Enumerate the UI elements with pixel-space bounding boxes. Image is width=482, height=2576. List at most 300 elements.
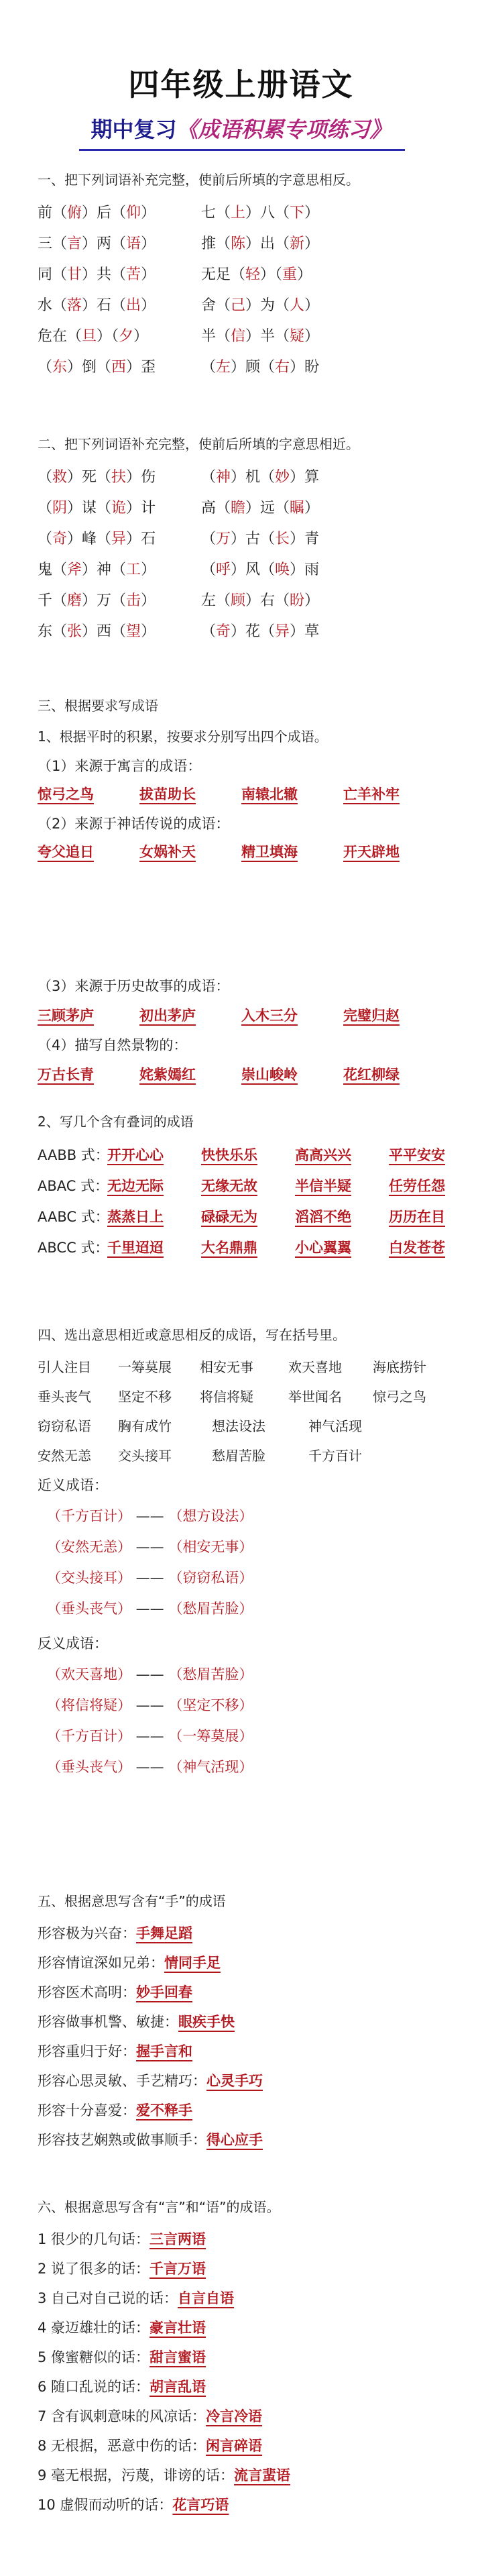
- idiom-answer: 南辕北辙: [241, 786, 298, 802]
- answer-char: 斧: [67, 561, 82, 578]
- section4-heading: 四、选出意思相近或意思相反的成语，写在括号里。: [38, 1327, 346, 1343]
- prompt-text: ）: [141, 592, 156, 609]
- pair-right: （想方设法）: [168, 1508, 253, 1524]
- prompt-text: ）两（: [82, 235, 127, 252]
- prompt-text: 东（: [38, 623, 68, 640]
- prompt-text: （: [201, 469, 217, 486]
- idiom-pair: [47, 1505, 253, 1525]
- pair-right: （愁眉苦脸）: [168, 1601, 253, 1617]
- item-answer: 自言自语: [178, 2290, 235, 2306]
- prompt-text: 千（: [38, 592, 68, 609]
- fill-row-left: [38, 294, 156, 315]
- answer-char: 俯: [67, 205, 82, 221]
- item-question: 1 很少的几句话：: [38, 2231, 150, 2247]
- idiom-answer: 任劳任怨: [389, 1178, 445, 1194]
- prompt-text: ）古（: [231, 531, 276, 547]
- answer-char: 张: [67, 623, 82, 640]
- item-question: 3 自己对自己说的话：: [38, 2290, 178, 2306]
- answer-char: 新: [290, 235, 305, 252]
- page-subtitle: [0, 113, 482, 144]
- fill-row-right: [201, 527, 319, 548]
- pair-right: （愁眉苦脸）: [168, 1666, 253, 1682]
- prompt-text: ）: [141, 235, 156, 252]
- pair-right: （一筹莫展）: [168, 1728, 253, 1744]
- item-question: 7 含有讽刺意味的风凉话：: [38, 2408, 206, 2424]
- word-choice: 神气活现: [308, 1418, 362, 1434]
- prompt-text: ）谋（: [67, 500, 112, 517]
- answer-char: 信: [231, 328, 246, 345]
- prompt-text: ）雨: [290, 561, 320, 578]
- prompt-text: ）右（: [245, 592, 290, 609]
- subtitle-underline: [79, 149, 405, 151]
- idiom-answer: 无边无际: [107, 1178, 164, 1194]
- prompt-text: ）风（: [231, 561, 276, 578]
- prompt-text: ）石（: [82, 297, 127, 314]
- idiom-answer: 高高兴兴: [295, 1147, 351, 1163]
- hand-idiom-item: [38, 2041, 192, 2061]
- prompt-text: 无足（: [201, 266, 246, 283]
- item-question: 5 像蜜糖似的话：: [38, 2349, 150, 2365]
- word-choice: 窃窃私语: [38, 1418, 91, 1434]
- answer-char: 己: [231, 297, 246, 314]
- item-question: 形容技艺娴熟或做事顺手：: [38, 2132, 206, 2148]
- idiom-answer: 快快乐乐: [201, 1147, 257, 1163]
- word-choice: 想法设法: [212, 1418, 265, 1434]
- pair-section-label: 反义成语：: [38, 1635, 108, 1652]
- pair-dash: ——: [131, 1601, 169, 1617]
- fill-row-right: [201, 466, 319, 486]
- fill-row-right: [201, 201, 319, 222]
- fill-row-left: [38, 620, 156, 641]
- fill-row-left: [38, 201, 156, 222]
- answer-char: 望: [126, 623, 141, 640]
- idiom-answer: 拔苗助长: [139, 786, 196, 802]
- idiom-answer: 滔滔不绝: [295, 1209, 351, 1225]
- idiom-answer: 完璧归赵: [343, 1008, 400, 1024]
- prompt-text: ）伤: [126, 469, 156, 486]
- prompt-text: ）算: [290, 469, 320, 486]
- fill-row-right: [201, 496, 319, 517]
- prompt-text: ）歪: [126, 359, 156, 376]
- prompt-text: 推（: [201, 235, 231, 252]
- hand-idiom-item: [38, 1952, 221, 1972]
- answer-char: 左: [216, 359, 231, 376]
- pair-dash: ——: [131, 1508, 169, 1524]
- section3-sub1: 1、根据平时的积累，按要求分别写出四个成语。: [38, 729, 328, 745]
- prompt-text: ）: [304, 297, 320, 314]
- prompt-text: （: [201, 561, 217, 578]
- idiom-answer: 精卫填海: [241, 844, 298, 860]
- speech-idiom-item: [38, 2376, 206, 2396]
- answer-char: 西: [111, 359, 127, 376]
- answer-char: 出: [126, 297, 141, 314]
- fill-row-left: [38, 232, 156, 253]
- item-answer: 千言万语: [149, 2261, 206, 2277]
- answer-char: 仰: [126, 205, 141, 221]
- prompt-text: 前（: [38, 205, 68, 221]
- pair-dash: ——: [131, 1539, 169, 1555]
- fill-row-right: [201, 325, 319, 345]
- item-question: 形容极为兴奋：: [38, 1925, 136, 1941]
- prompt-text: ）草: [290, 623, 320, 640]
- fill-row-left: [38, 325, 148, 345]
- prompt-text: ）死（: [67, 469, 112, 486]
- item-answer: 豪言壮语: [149, 2320, 206, 2336]
- answer-char: 人: [290, 297, 305, 314]
- idiom-answer: 姹紫嫣红: [139, 1067, 196, 1083]
- answer-char: 工: [126, 561, 141, 578]
- item-answer: 得心应手: [206, 2132, 263, 2148]
- pair-right: （相安无事）: [168, 1539, 253, 1555]
- pair-left: （欢天喜地）: [47, 1666, 131, 1682]
- answer-char: 救: [52, 469, 68, 486]
- speech-idiom-item: [38, 2288, 234, 2308]
- answer-char: 夕: [119, 328, 134, 345]
- answer-char: 妙: [275, 469, 290, 486]
- speech-idiom-item: [38, 2465, 290, 2485]
- prompt-text: ）: [141, 205, 156, 221]
- item-answer: 花言巧语: [172, 2497, 229, 2513]
- item-answer: 闲言碎语: [206, 2438, 263, 2454]
- fill-row-right: [201, 232, 319, 253]
- speech-idiom-item: [38, 2406, 262, 2426]
- prompt-text: ）万（: [82, 592, 127, 609]
- section3-sub2: 2、写几个含有叠词的成语: [38, 1114, 194, 1130]
- question-label: （2）来源于神话传说的成语：: [38, 816, 230, 832]
- section2-heading: 二、把下列词语补充完整，使前后所填的字意思相近。: [38, 436, 359, 452]
- prompt-text: ）机（: [231, 469, 276, 486]
- item-question: 6 随口乱说的话：: [38, 2379, 150, 2395]
- prompt-text: ）半（: [245, 328, 290, 345]
- prompt-text: （: [38, 359, 53, 376]
- idiom-answer: 入木三分: [241, 1008, 298, 1024]
- prompt-text: ）: [141, 561, 156, 578]
- answer-char: 言: [67, 235, 82, 252]
- speech-idiom-item: [38, 2347, 206, 2367]
- pair-dash: ——: [131, 1666, 169, 1682]
- pair-left: （交头接耳）: [47, 1570, 131, 1586]
- item-answer: 情同手足: [164, 1955, 221, 1971]
- prompt-text: （: [38, 500, 53, 517]
- answer-char: 诡: [111, 500, 127, 517]
- answer-char: 奇: [52, 531, 68, 547]
- speech-idiom-item: [38, 2258, 206, 2278]
- question-label: （4）描写自然景物的：: [38, 1037, 188, 1053]
- idiom-pair: [47, 1695, 253, 1715]
- idiom-pair: [47, 1536, 253, 1556]
- prompt-text: （: [38, 531, 53, 547]
- prompt-text: ）: [304, 592, 320, 609]
- prompt-text: ）顾（: [231, 359, 276, 376]
- hand-idiom-item: [38, 2011, 235, 2031]
- prompt-text: ）: [304, 205, 320, 221]
- prompt-text: ）西（: [82, 623, 127, 640]
- answer-char: 上: [231, 205, 246, 221]
- hand-idiom-item: [38, 2100, 192, 2120]
- pair-left: （安然无恙）: [47, 1539, 131, 1555]
- idiom-answer: 开开心心: [107, 1147, 164, 1163]
- prompt-text: （: [201, 531, 217, 547]
- prompt-text: 左（: [201, 592, 231, 609]
- word-choice: 安然无恙: [38, 1448, 91, 1464]
- word-choice: 千方百计: [308, 1448, 362, 1464]
- item-question: 形容重归于好：: [38, 2043, 136, 2059]
- item-answer: 胡言乱语: [149, 2379, 206, 2395]
- answer-char: 苦: [126, 266, 141, 283]
- page-title: 四年级上册语文: [128, 66, 354, 103]
- item-question: 形容做事机警、敏捷：: [38, 2014, 178, 2030]
- fill-row-left: [38, 589, 156, 610]
- word-choice: 将信将疑: [200, 1389, 253, 1405]
- prompt-text: ）: [304, 235, 320, 252]
- idiom-answer: 惊弓之鸟: [38, 786, 94, 802]
- prompt-text: ）出（: [245, 235, 290, 252]
- item-answer: 妙手回春: [136, 1984, 192, 2000]
- item-answer: 手舞足蹈: [136, 1925, 192, 1941]
- answer-char: 右: [275, 359, 290, 376]
- idiom-answer: 崇山峻岭: [241, 1067, 298, 1083]
- fill-row-right: [201, 356, 319, 376]
- pair-left: （千方百计）: [47, 1508, 131, 1524]
- item-answer: 握手言和: [136, 2043, 192, 2059]
- prompt-text: ）后（: [82, 205, 127, 221]
- answer-char: 长: [275, 531, 290, 547]
- idiom-pair: [47, 1567, 253, 1587]
- prompt-text: 水（: [38, 297, 68, 314]
- item-answer: 心灵手巧: [206, 2073, 263, 2089]
- idiom-answer: 半信半疑: [295, 1178, 351, 1194]
- pair-left: （千方百计）: [47, 1728, 131, 1744]
- answer-char: 唤: [275, 561, 290, 578]
- pattern-label: ABCC 式：: [38, 1240, 109, 1256]
- prompt-text: ）共（: [82, 266, 127, 283]
- word-choice: 相安无事: [200, 1359, 253, 1375]
- section3-heading: 三、根据要求写成语: [38, 698, 158, 714]
- idiom-answer: 小心翼翼: [295, 1240, 351, 1256]
- section1-heading: 一、把下列词语补充完整，使前后所填的字意思相反。: [38, 172, 359, 188]
- speech-idiom-item: [38, 2494, 229, 2514]
- prompt-text: ）: [133, 328, 149, 345]
- idiom-answer: 大名鼎鼎: [201, 1240, 257, 1256]
- idiom-answer: 历历在目: [389, 1209, 445, 1225]
- item-question: 形容情谊深如兄弟：: [38, 1955, 164, 1971]
- prompt-text: ）（: [260, 266, 283, 283]
- answer-char: 甘: [67, 266, 82, 283]
- idiom-answer: 万古长青: [38, 1067, 94, 1083]
- speech-idiom-item: [38, 2435, 262, 2455]
- pattern-label: AABB 式：: [38, 1147, 109, 1163]
- answer-char: 扶: [111, 469, 127, 486]
- question-label: （1）来源于寓言的成语：: [38, 758, 202, 774]
- prompt-text: 同（: [38, 266, 68, 283]
- fill-row-right: [201, 620, 319, 641]
- pair-left: （垂头丧气）: [47, 1759, 131, 1775]
- word-choice: 垂头丧气: [38, 1389, 91, 1405]
- pair-dash: ——: [131, 1570, 169, 1586]
- prompt-text: ）神（: [82, 561, 127, 578]
- prompt-text: ）盼: [290, 359, 320, 376]
- pair-right: （窃窃私语）: [168, 1570, 253, 1586]
- pair-right: （神气活现）: [168, 1759, 253, 1775]
- fill-row-right: [201, 294, 319, 315]
- prompt-text: 舍（: [201, 297, 231, 314]
- idiom-pair: [47, 1725, 253, 1746]
- prompt-text: ）倒（: [67, 359, 112, 376]
- subtitle-part1: 期中复习: [91, 117, 177, 142]
- fill-row-left: [38, 356, 156, 376]
- answer-char: 万: [216, 531, 231, 547]
- idiom-pair: [47, 1664, 253, 1684]
- pair-left: （将信将疑）: [47, 1697, 131, 1713]
- word-choice: 引人注目: [38, 1359, 91, 1375]
- prompt-text: （: [201, 623, 217, 640]
- idiom-answer: 女娲补天: [139, 844, 196, 860]
- answer-char: 瞩: [290, 500, 305, 517]
- prompt-text: ）（: [97, 328, 119, 345]
- answer-char: 落: [67, 297, 82, 314]
- answer-char: 下: [290, 205, 305, 221]
- answer-char: 轻: [245, 266, 261, 283]
- prompt-text: ）花（: [231, 623, 276, 640]
- answer-char: 旦: [82, 328, 97, 345]
- word-choice: 愁眉苦脸: [212, 1448, 265, 1464]
- pair-dash: ——: [131, 1697, 169, 1713]
- answer-char: 呼: [216, 561, 231, 578]
- subtitle-part2: 《成语积累专项练习》: [176, 117, 391, 142]
- item-answer: 眼疾手快: [178, 2014, 235, 2030]
- item-answer: 流言蜚语: [234, 2467, 291, 2483]
- answer-char: 疑: [290, 328, 305, 345]
- idiom-answer: 无缘无故: [201, 1178, 257, 1194]
- answer-char: 磨: [67, 592, 82, 609]
- word-choice: 坚定不移: [118, 1389, 172, 1405]
- hand-idiom-item: [38, 1923, 192, 1943]
- item-question: 10 虚假而动听的话：: [38, 2497, 173, 2513]
- pattern-label: ABAC 式：: [38, 1178, 109, 1194]
- pair-section-label: 近义成语：: [38, 1477, 108, 1493]
- word-choice: 欢天喜地: [288, 1359, 342, 1375]
- idiom-answer: 开天辟地: [343, 844, 400, 860]
- prompt-text: 鬼（: [38, 561, 68, 578]
- answer-char: 奇: [216, 623, 231, 640]
- prompt-text: ）为（: [245, 297, 290, 314]
- prompt-text: 三（: [38, 235, 68, 252]
- item-question: 形容十分喜爱：: [38, 2102, 136, 2118]
- word-choice: 一筹莫展: [118, 1359, 172, 1375]
- answer-char: 盼: [290, 592, 305, 609]
- answer-char: 东: [52, 359, 68, 376]
- prompt-text: ）: [141, 297, 156, 314]
- item-question: 形容医术高明：: [38, 1984, 136, 2000]
- item-question: 8 无根据，恶意中伤的话：: [38, 2438, 206, 2454]
- prompt-text: （: [38, 469, 53, 486]
- answer-char: 瞻: [231, 500, 246, 517]
- answer-char: 顾: [231, 592, 246, 609]
- idiom-answer: 千里迢迢: [107, 1240, 164, 1256]
- prompt-text: 高（: [201, 500, 231, 517]
- idiom-answer: 平平安安: [389, 1147, 445, 1163]
- fill-row-left: [38, 466, 156, 486]
- answer-char: 陈: [231, 235, 246, 252]
- item-answer: 三言两语: [149, 2231, 206, 2247]
- fill-row-left: [38, 496, 156, 517]
- item-answer: 甜言蜜语: [149, 2349, 206, 2365]
- pattern-label: AABC 式：: [38, 1209, 109, 1225]
- item-question: 形容心思灵敏、手艺精巧：: [38, 2073, 206, 2089]
- prompt-text: （: [201, 359, 217, 376]
- idiom-answer: 白发苍苍: [389, 1240, 445, 1256]
- prompt-text: 半（: [201, 328, 231, 345]
- pair-left: （垂头丧气）: [47, 1601, 131, 1617]
- prompt-text: ）峰（: [67, 531, 112, 547]
- word-choice: 交头接耳: [118, 1448, 172, 1464]
- word-choice: 海底捞针: [373, 1359, 426, 1375]
- idiom-answer: 亡羊补牢: [343, 786, 400, 802]
- answer-char: 异: [111, 531, 127, 547]
- prompt-text: ）: [304, 500, 320, 517]
- word-choice: 举世闻名: [288, 1389, 342, 1405]
- section6-heading: 六、根据意思写含有“言”和“语”的成语。: [38, 2199, 280, 2215]
- answer-char: 异: [275, 623, 290, 640]
- prompt-text: 危在（: [38, 328, 82, 345]
- section5-heading: 五、根据意思写含有“手”的成语: [38, 1893, 226, 1909]
- answer-char: 神: [216, 469, 231, 486]
- item-answer: 冷言冷语: [206, 2408, 263, 2424]
- prompt-text: ）青: [290, 531, 320, 547]
- word-choice: 惊弓之鸟: [373, 1389, 426, 1405]
- fill-row-left: [38, 263, 156, 284]
- prompt-text: ）计: [126, 500, 156, 517]
- prompt-text: ）石: [126, 531, 156, 547]
- idiom-answer: 三顾茅庐: [38, 1008, 94, 1024]
- hand-idiom-item: [38, 2070, 263, 2090]
- idiom-answer: 花红柳绿: [343, 1067, 400, 1083]
- prompt-text: ）: [141, 266, 156, 283]
- idiom-answer: 夸父追日: [38, 844, 94, 860]
- prompt-text: ）远（: [245, 500, 290, 517]
- speech-idiom-item: [38, 2317, 206, 2337]
- fill-row-right: [201, 589, 319, 610]
- prompt-text: ）八（: [245, 205, 290, 221]
- answer-char: 重: [282, 266, 298, 283]
- item-question: 2 说了很多的话：: [38, 2261, 150, 2277]
- pair-dash: ——: [131, 1759, 169, 1775]
- prompt-text: 七（: [201, 205, 231, 221]
- hand-idiom-item: [38, 2129, 263, 2149]
- idiom-pair: [47, 1598, 253, 1618]
- idiom-answer: 蒸蒸日上: [107, 1209, 164, 1225]
- idiom-pair: [47, 1756, 253, 1776]
- answer-char: 阴: [52, 500, 68, 517]
- prompt-text: ）: [304, 328, 320, 345]
- answer-char: 击: [126, 592, 141, 609]
- speech-idiom-item: [38, 2229, 206, 2249]
- hand-idiom-item: [38, 1982, 192, 2002]
- item-question: 9 毫无根据，污蔑，诽谤的话：: [38, 2467, 235, 2483]
- pair-right: （坚定不移）: [168, 1697, 253, 1713]
- item-question: 4 豪迈雄壮的话：: [38, 2320, 150, 2336]
- fill-row-right: [201, 263, 312, 284]
- item-answer: 爱不释手: [136, 2102, 192, 2118]
- fill-row-right: [201, 558, 319, 579]
- question-label: （3）来源于历史故事的成语：: [38, 978, 230, 994]
- idiom-answer: 初出茅庐: [139, 1008, 196, 1024]
- idiom-answer: 碌碌无为: [201, 1209, 257, 1225]
- pair-dash: ——: [131, 1728, 169, 1744]
- prompt-text: ）: [297, 266, 312, 283]
- fill-row-left: [38, 558, 156, 579]
- word-choice: 胸有成竹: [118, 1418, 172, 1434]
